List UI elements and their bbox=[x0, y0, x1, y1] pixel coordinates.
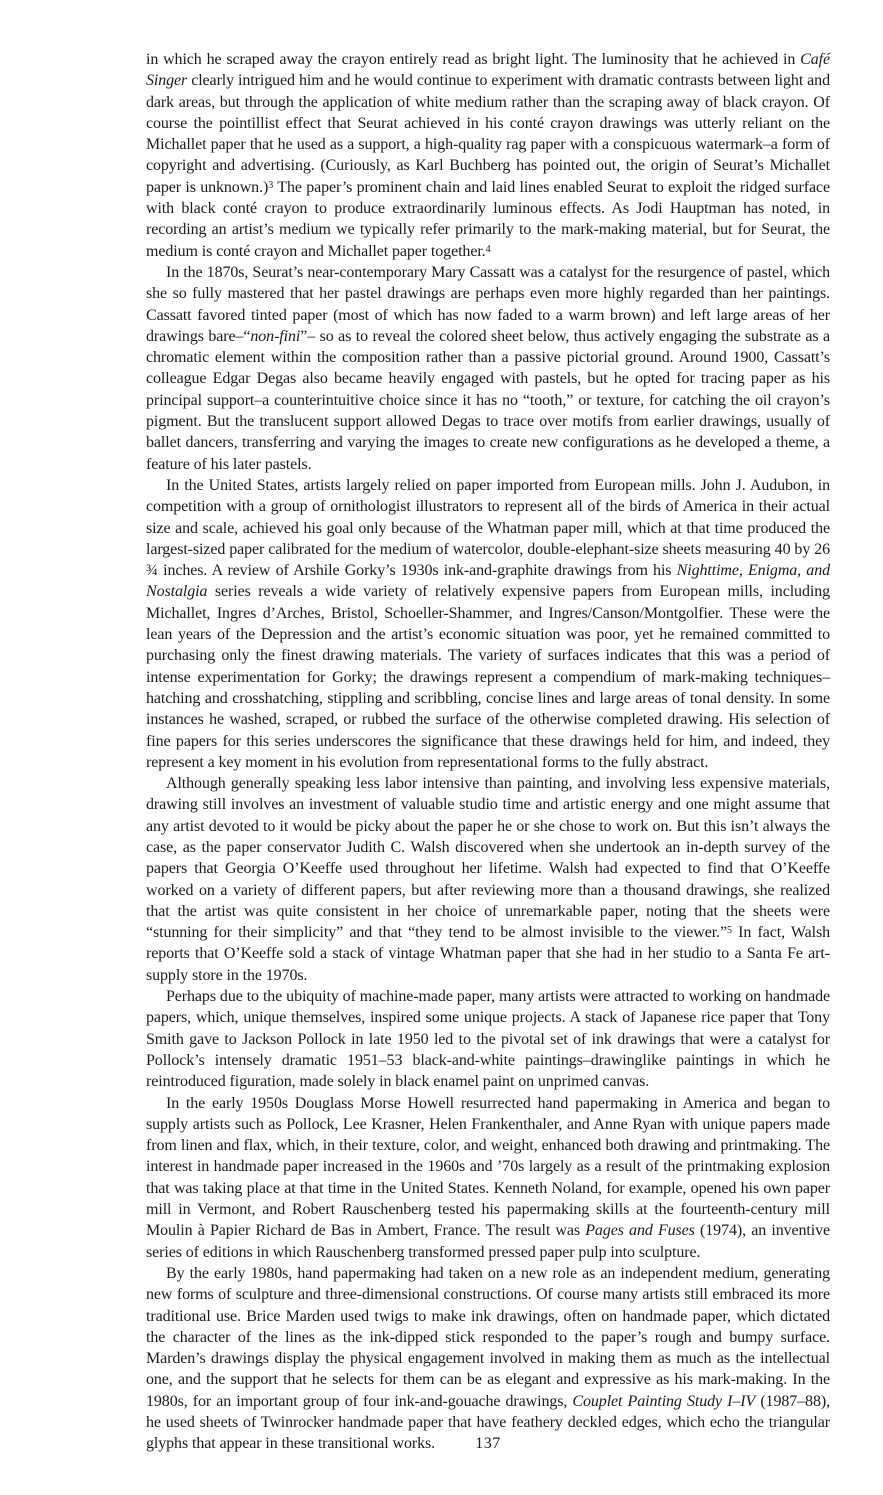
paragraph: Perhaps due to the ubiquity of machine-made paper, many artists were attracted to working on handmade papers, which, unique themselves, inspired some unique projects. A stack of Japanese rice paper that Tony Smith gave to Jackson Pollock in late 1950 led to the pivotal set of ink drawings that were a catalyst for Pollock’s intensely dramatic 1951–53 black-and-white paintings–drawinglike paintings in which he reintroduced figuration, made solely in black enamel paint on unprimed canvas. bbox=[146, 988, 830, 1091]
footnote-reference: 4 bbox=[485, 243, 491, 255]
paragraph: Although generally speaking less labor intensive than painting, and involving less expensive materials, drawing still involves an investment of valuable studio time and artistic energy and one might assume that any artist devoted to it would be picky about the paper he or she chose to work on. But this isn’t always the case, as the paper conservator Judith C. Walsh discovered when she undertook an in-depth survey of the papers that Georgia O’Keeffe used throughout her lifetime. Walsh had expected to find that O’Keeffe worked on a variety of different papers, but after reviewing more than a thousand drawings, she realized that the artist was quite consistent in her choice of unremarkable paper, noting that the sheets were “stunning for their simplicity” and that “they tend to be almost invisible to the viewer.”$^5$ In fact, Walsh reports that O’Keeffe sold a stack of vintage Whatman paper that she had in her studio to a Santa Fe art-supply store in the 1970s. bbox=[146, 775, 830, 984]
italic-phrase: non-fini bbox=[250, 327, 301, 345]
paragraph: By the early 1980s, hand papermaking had taken on a new role as an independent medium, generating new forms of sculpture and three-dimensional constructions. Of course many artists still embraced its more traditional use. Brice Marden used twigs to make ink drawings, often on handmade paper, which dictated the character of the lines as the ink-dipped stick responded to the paper’s rough and bumpy surface. Marden’s drawings display the physical engagement involved in making them as much as the intellectual one, and the support that he selects for them can be as elegant and expressive as his mark-making. In the 1980s, for an important group of four ink-and-gouache drawings, Couplet Painting Study I–IV (1987–88), he used sheets of Twinrocker handmade paper that have feathery deckled edges, which echo the triangular glyphs that appear in these transitional works. bbox=[146, 1264, 830, 1453]
paragraph: In the 1870s, Seurat’s near-contemporary Mary Cassatt was a catalyst for the resurgence of pastel, which she so fully mastered that her pastel drawings are perhaps even more highly regarded than her paintings. Cassatt favored tinted paper (most of which has now faded to a warm brown) and left large areas of her drawings bare–“non-fini”– so as to reveal the colored sheet below, thus actively engaging the substrate as a chromatic element within the composition rather than a passive pictorial ground. Around 1900, Cassatt’s colleague Edgar Degas also became heavily engaged with pastels, but he opted for tracing paper as his principal support–a counterintuitive choice since it has no “tooth,” or texture, for catching the oil crayon’s pigment. But the translucent support allowed Degas to trace over motifs from earlier drawings, usually of ballet dancers, transferring and varying the images to create new configurations as he developed a theme, a feature of his later pastels. bbox=[146, 263, 830, 473]
footnote-reference: 5 bbox=[726, 925, 732, 937]
italic-phrase: Couplet Painting Study I–IV bbox=[572, 1392, 756, 1410]
paragraph: in which he scraped away the crayon entirely read as bright light. The luminosity that he achieved in Café Singer clearly intrigued him and he would continue to experiment with dramatic contrasts between light and dark areas, but through the application of white medium rather than the scraping away of black crayon. Of course the pointillist effect that Seurat achieved in his conté crayon drawings was utterly reliant on the Michallet paper that he used as a support, a high-quality rag paper with a conspicuous watermark–a form of copyright and advertising. (Curiously, as Karl Buchberg has pointed out, the origin of Seurat’s Michallet paper is unknown.)$^3$ The paper’s prominent chain and laid lines enabled Seurat to exploit the ridged surface with black conté crayon to produce extraordinarily luminous effects. As Jodi Hauptman has noted, in recording an artist’s medium we typically refer primarily to the mark-making material, but for Seurat, the medium is conté crayon and Michallet paper together.$^4$ bbox=[146, 51, 830, 260]
body-text bbox=[146, 49, 830, 1455]
italic-phrase: Nighttime, Enigma, and Nostalgia bbox=[146, 562, 831, 601]
footnote-reference: 3 bbox=[268, 179, 274, 191]
page-footer bbox=[146, 1435, 830, 1453]
italic-phrase: Pages and Fuses bbox=[585, 1222, 695, 1240]
italic-phrase: Café Singer bbox=[146, 51, 830, 90]
page-number: 137 bbox=[475, 1435, 501, 1452]
paragraph: In the United States, artists largely relied on paper imported from European mills. John J. Audubon, in competition with a group of ornithologist illustrators to represent all of the birds of America in their actual size and scale, achieved his goal only because of the Whatman paper mill, which at that time produced the largest-sized paper calibrated for the medium of watercolor, double-elephant-size sheets measuring 40 by 26 ¾ inches. A review of Arshile Gorky’s 1930s ink-and-graphite drawings from his Nighttime, Enigma, and Nostalgia series reveals a wide variety of relatively expensive papers from European mills, including Michallet, Ingres d’Arches, Bristol, Schoeller-Shammer, and Ingres/Canson/Montgolfier. These were the lean years of the Depression and the artist’s economic situation was poor, yet he remained committed to purchasing only the finest drawing materials. The variety of surfaces indicates that this was a period of intense experimentation for Gorky; the drawings represent a compendium of mark-making techniques–hatching and crosshatching, stippling and scribbling, concise lines and large areas of tonal density. In some instances he washed, scraped, or rubbed the surface of the otherwise completed drawing. His selection of fine papers for this series underscores the significance that these drawings held for him, and indeed, they represent a key moment in his evolution from representational forms to the fully abstract. bbox=[146, 476, 831, 771]
paragraph: In the early 1950s Douglass Morse Howell resurrected hand papermaking in America and began to supply artists such as Pollock, Lee Krasner, Helen Frankenthaler, and Anne Ryan with unique papers made from linen and flax, which, in their texture, color, and weight, enhanced both drawing and printmaking. The interest in handmade paper increased in the 1960s and ’70s largely as a result of the printmaking explosion that was taking place at that time in the United States. Kenneth Noland, for example, opened his own paper mill in Vermont, and Robert Rauschenberg tested his papermaking skills at the fourteenth-century mill Moulin à Papier Richard de Bas in Ambert, France. The result was Pages and Fuses (1974), an inventive series of editions in which Rauschenberg transformed pressed paper pulp into sculpture. bbox=[146, 1094, 830, 1261]
